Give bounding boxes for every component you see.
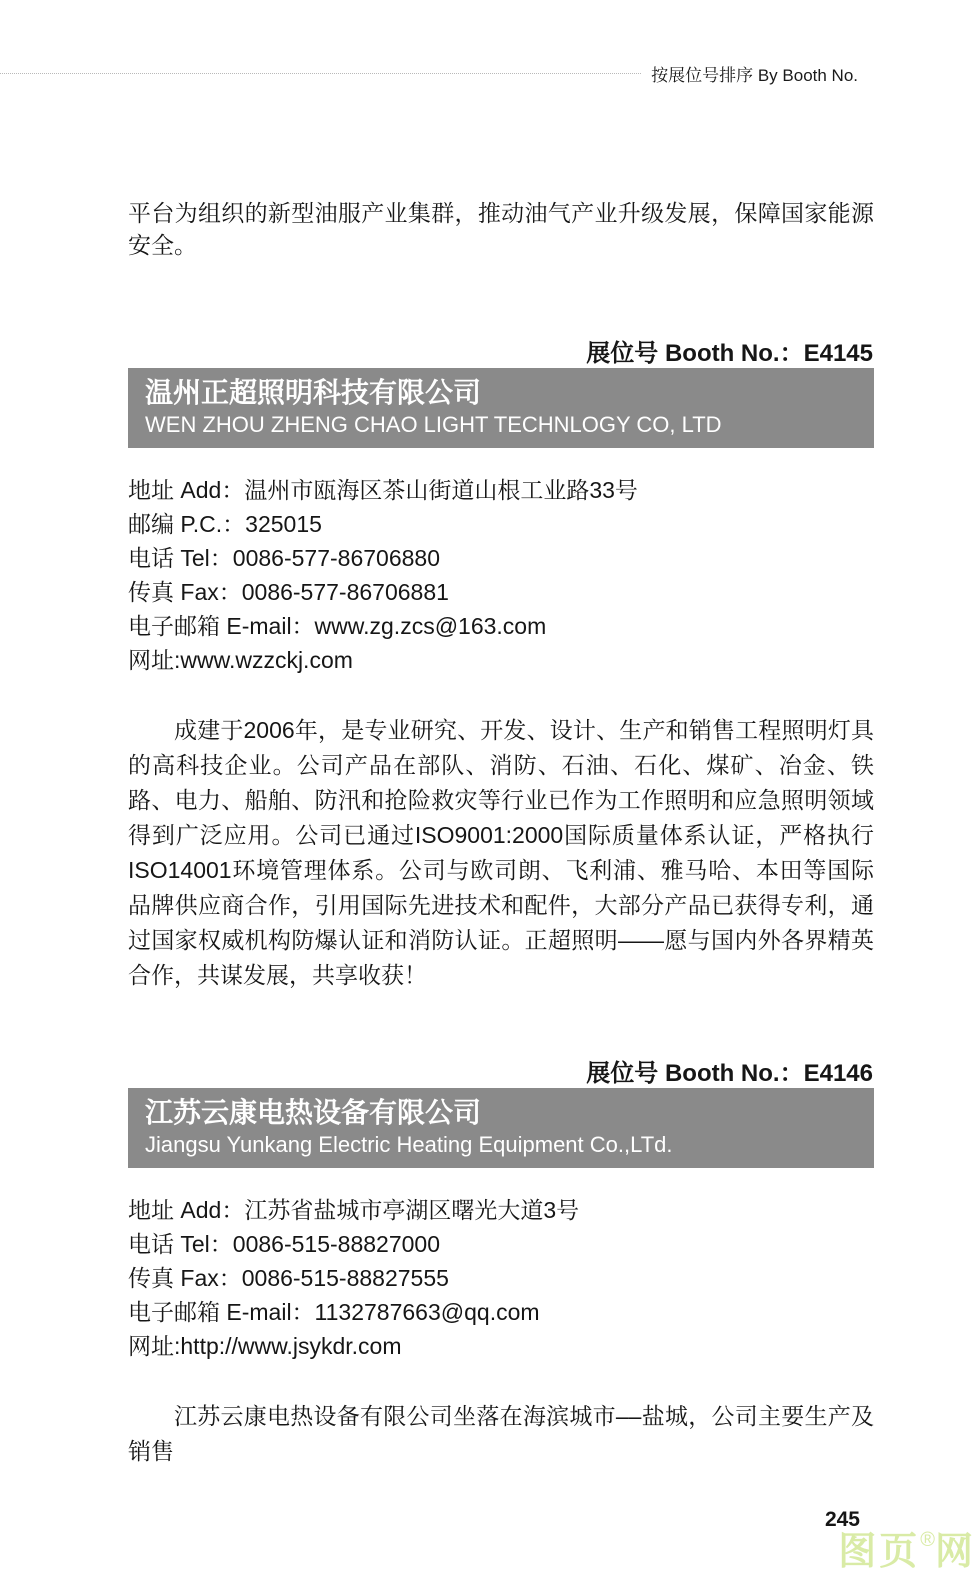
watermark-logo xyxy=(838,1521,976,1571)
sort-order-label: 按展位号排序 By Booth No. xyxy=(651,66,858,85)
company-details-2 xyxy=(128,1193,874,1363)
fax-line: 传真 Fax：0086-515-88827555 xyxy=(128,1265,449,1291)
telephone-line: 电话 Tel：0086-577-86706880 xyxy=(128,545,440,571)
watermark-text-left: 图页 xyxy=(838,1531,921,1573)
email-line: 电子邮箱 E-mail：1132787663@qq.com xyxy=(128,1299,540,1325)
booth-number-e4146: 展位号 Booth No.：E4146 xyxy=(586,1060,873,1087)
address-line: 地址 Add：温州市瓯海区茶山街道山根工业路33号 xyxy=(128,477,638,503)
registered-trademark-icon: ® xyxy=(920,1529,935,1551)
company-name-en-1: WEN ZHOU ZHENG CHAO LIGHT TECHNLOGY CO, LTD xyxy=(145,412,722,437)
website-line: 网址:www.wzzckj.com xyxy=(128,647,353,673)
fax-line: 传真 Fax：0086-577-86706881 xyxy=(128,579,449,605)
company-name-en-2: Jiangsu Yunkang Electric Heating Equipment Co.,LTd. xyxy=(145,1132,673,1157)
company-description-1: 成建于2006年，是专业研究、开发、设计、生产和销售工程照明灯具的高科技企业。公司产品在部队、消防、石油、石化、煤矿、冶金、铁路、电力、船舶、防汛和抢险救灾等行业已作为工作照明和应急照明领域得到广泛应用。公司已通过ISO9001:2000国际质量体系认证，严格执行ISO14001环境管理体系。公司与欧司朗、飞利浦、雅马哈、本田等国际品牌供应商合作，引用国际先进技术和配件，大部分产品已获得专利，通过国家权威机构防爆认证和消防认证。正超照明——愿与国内外各界精英合作，共谋发展，共享收获！ xyxy=(128,717,874,988)
postcode-line: 邮编 P.C.：325015 xyxy=(128,511,322,537)
company-banner-2 xyxy=(128,1088,874,1168)
page-number: 245 xyxy=(824,1508,860,1531)
company-description-2: 江苏云康电热设备有限公司坐落在海滨城市––盐城，公司主要生产及销售 xyxy=(128,1403,874,1464)
page-header xyxy=(0,61,858,86)
company-name-cn-1: 温州正超照明科技有限公司 xyxy=(145,377,482,408)
intro-paragraph: 平台为组织的新型油服产业集群，推动油气产业升级发展，保障国家能源安全。 xyxy=(128,200,874,258)
watermark-text-right: 网 xyxy=(934,1531,976,1573)
address-line: 地址 Add：江苏省盐城市亭湖区曙光大道3号 xyxy=(128,1197,580,1223)
company-name-cn-2: 江苏云康电热设备有限公司 xyxy=(145,1097,482,1128)
company-details-1 xyxy=(128,473,874,677)
telephone-line: 电话 Tel：0086-515-88827000 xyxy=(128,1231,440,1257)
website-line: 网址:http://www.jsykdr.com xyxy=(128,1333,402,1359)
email-line: 电子邮箱 E-mail：www.zg.zcs@163.com xyxy=(128,613,547,639)
header-divider-line xyxy=(0,73,641,74)
booth-number-e4145: 展位号 Booth No.：E4145 xyxy=(586,340,873,367)
company-banner-1 xyxy=(128,368,874,448)
